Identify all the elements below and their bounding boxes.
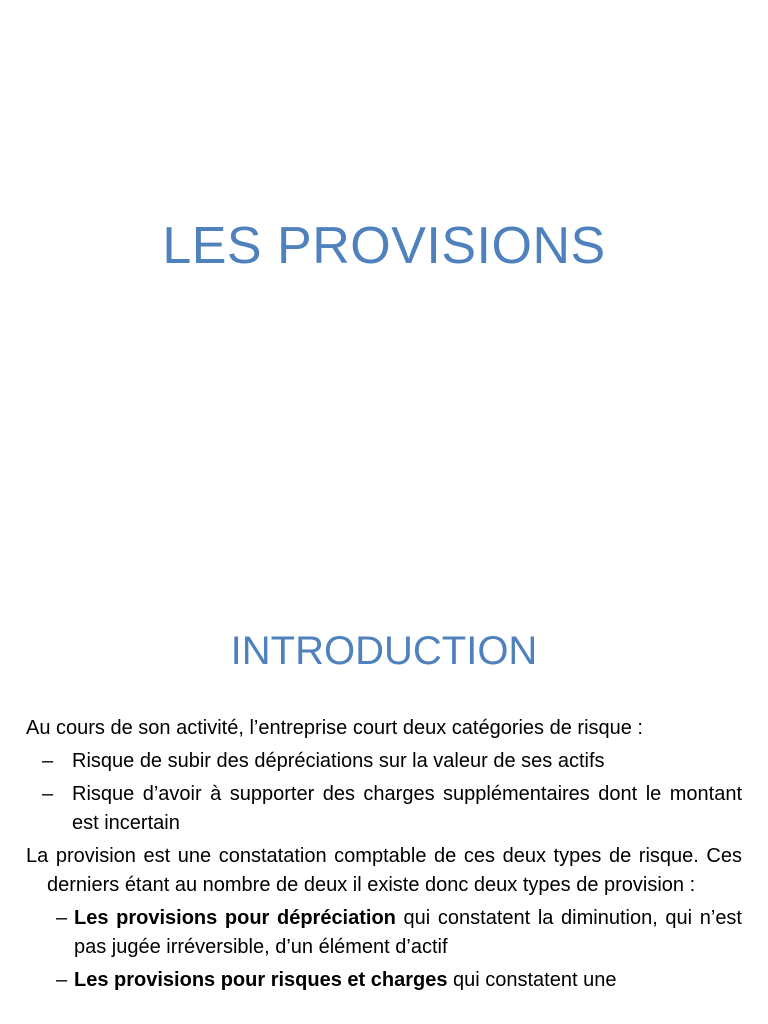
dash-bullet: –: [42, 750, 54, 772]
intro-paragraph: Au cours de son activité, l’entreprise court deux catégories de risque :: [26, 717, 643, 739]
slide-introduction: [0, 576, 768, 1024]
provision-type-text: [74, 966, 742, 995]
dash-bullet: –: [56, 969, 68, 991]
provision-type-text: [74, 904, 742, 962]
dash-bullet: –: [56, 907, 68, 929]
provision-type-item: [26, 904, 742, 962]
provision-type-name: Les provisions pour risques et charges: [74, 969, 448, 991]
provision-type-name: Les provisions pour dépréciation: [74, 907, 396, 929]
provision-type-description: qui constatent une: [447, 969, 617, 991]
provision-type-description: qui constatent la diminution, qui n’est pas jugée irréversible, d’un élément d’actif: [74, 907, 742, 958]
dash-bullet: –: [42, 783, 54, 805]
presentation-title: LES PROVISIONS: [162, 217, 606, 275]
section-title: INTRODUCTION: [230, 629, 538, 673]
definition-paragraph: La provision est une constatation comptable de ces deux types de risque. Ces derniers étant au nombre de deux il existe donc deux types de provision :: [26, 845, 742, 896]
risk-text: Risque de subir des dépréciations sur la valeur de ses actifs: [72, 750, 605, 772]
provision-type-item: [26, 966, 742, 995]
risk-item: [26, 747, 742, 776]
risk-item: [26, 780, 742, 838]
risk-text: Risque d’avoir à supporter des charges supplémentaires dont le montant est incertain: [72, 783, 742, 834]
slide-body: [26, 714, 742, 999]
